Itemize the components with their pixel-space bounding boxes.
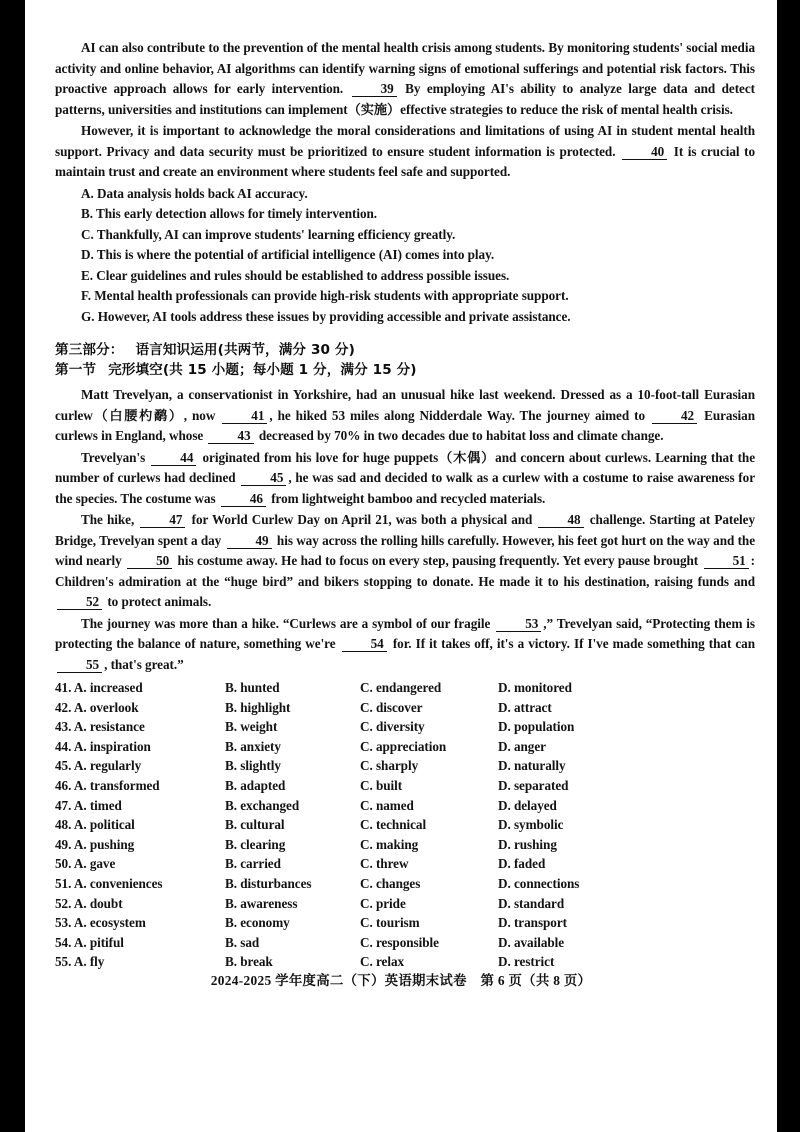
cloze-option-d[interactable]: D. attract (498, 699, 552, 715)
cloze-option-b[interactable]: B. economy (225, 915, 290, 931)
cloze-option-d[interactable]: D. available (498, 934, 565, 950)
page-content (55, 38, 755, 972)
cloze-passage (55, 385, 755, 675)
paragraph-39: AI can also contribute to the prevention of the mental health crisis among students. By monitoring students' social media activity and online behavior, AI algorithms can identify warning signs of emotional sufferings and potential risk factors. This proactive approach allows for early intervention. 39 By employing AI's ability to analyze large data and detect patterns, universities and institutions can implement（实施）effective strategies to reduce the risk of mental health crisis. (55, 40, 756, 117)
cloze-option-a[interactable]: 47. A. timed (55, 797, 122, 813)
cloze-option-a[interactable]: 42. A. overlook (55, 699, 139, 715)
cloze-paragraph-1: Matt Trevelyan, a conservationist in Yorkshire, had an unusual hike last weekend. Dressed as a 10-foot-tall Eurasian curlew（白腰杓鹬）, now 41 , he hiked 53 miles along Nidderdale Way. The journey aimed to 42 Eurasian curlews in England, whose 43 decreased by 70% in two decades due to habitat loss and climate change. (55, 387, 755, 443)
part-three-title: 语言知识运用(共两节，满分 30 分) (135, 342, 355, 358)
cloze-answer-row (55, 678, 755, 698)
cloze-answer-row (55, 756, 755, 776)
cloze-option-c[interactable]: C. endangered (360, 680, 442, 695)
cloze-option-a[interactable]: 49. A. pushing (55, 836, 135, 852)
reading-task-section (55, 38, 755, 327)
cloze-option-a[interactable]: 46. A. transformed (55, 777, 160, 793)
part-three-headings (55, 340, 755, 380)
scan-edge-right (777, 0, 800, 1132)
cloze-option-a[interactable]: 55. A. fly (55, 954, 105, 970)
answer-blank-40[interactable]: 40 (622, 144, 667, 160)
reading-option-g[interactable]: G. However, AI tools address these issues by providing accessible and private assistance. (81, 308, 571, 324)
footer-text: 2024-2025 学年度高二（下）英语期末试卷 第 6 页（共 8 页） (210, 973, 592, 988)
answer-blank-49[interactable]: 49 (227, 533, 272, 549)
cloze-answer-row (55, 933, 755, 953)
cloze-option-a[interactable]: 52. A. doubt (55, 895, 123, 911)
cloze-option-c[interactable]: C. pride (360, 895, 406, 911)
cloze-option-c[interactable]: C. relax (360, 954, 405, 970)
part-three-heading (55, 340, 755, 360)
answer-blank-55[interactable]: 55 (57, 657, 102, 673)
cloze-option-d[interactable]: D. separated (498, 777, 569, 793)
answer-blank-47[interactable]: 47 (140, 512, 185, 528)
cloze-option-c[interactable]: C. threw (360, 856, 409, 872)
cloze-answer-row (55, 796, 755, 816)
cloze-option-c[interactable]: C. making (360, 836, 419, 852)
answer-blank-54[interactable]: 54 (342, 636, 387, 652)
section-one-label: 第一节 (55, 362, 97, 378)
answer-blank-53[interactable]: 53 (496, 616, 541, 632)
cloze-option-b[interactable]: B. weight (225, 719, 278, 735)
cloze-option-a[interactable]: 53. A. ecosystem (55, 915, 146, 931)
cloze-answer-row (55, 894, 755, 914)
cloze-answers-body (55, 678, 755, 972)
answer-blank-46[interactable]: 46 (221, 491, 266, 507)
cloze-option-d[interactable]: D. connections (498, 875, 580, 891)
answer-blank-48[interactable]: 48 (538, 512, 583, 528)
cloze-answer-row (55, 737, 755, 757)
answer-blank-52[interactable]: 52 (57, 594, 102, 610)
cloze-option-b[interactable]: B. adapted (225, 777, 286, 793)
cloze-option-b[interactable]: B. awareness (225, 895, 298, 911)
answer-blank-41[interactable]: 41 (222, 408, 267, 424)
cloze-paragraph-2: Trevelyan's 44 originated from his love for huge puppets（木偶）and concern about curlews. Learning that the number of curlews had declined 45 , he was sad and decided to walk as a curlew with a costume to raise awareness for the species. The costume was 46 from lightweight bamboo and recycled materials. (55, 449, 755, 506)
cloze-answer-row (55, 717, 755, 737)
cloze-option-b[interactable]: B. sad (225, 934, 260, 950)
cloze-option-b[interactable]: B. disturbances (225, 875, 312, 891)
cloze-option-c[interactable]: C. responsible (360, 934, 439, 950)
cloze-option-b[interactable]: B. anxiety (225, 738, 281, 754)
cloze-option-d[interactable]: D. naturally (498, 758, 566, 774)
cloze-option-a[interactable]: 51. A. conveniences (55, 875, 163, 891)
cloze-option-b[interactable]: B. cultural (225, 817, 285, 833)
cloze-option-a[interactable]: 45. A. regularly (55, 758, 142, 774)
reading-option-c[interactable]: C. Thankfully, AI can improve students' learning efficiency greatly. (81, 226, 456, 242)
cloze-option-d[interactable]: D. restrict (498, 954, 555, 970)
reading-option-b[interactable]: B. This early detection allows for timely intervention. (81, 206, 378, 221)
answer-blank-44[interactable]: 44 (151, 450, 196, 466)
cloze-answer-row (55, 776, 755, 796)
reading-option-f[interactable]: F. Mental health professionals can provide high-risk students with appropriate support. (81, 288, 569, 303)
cloze-option-d[interactable]: D. population (498, 719, 575, 735)
reading-option-d[interactable]: D. This is where the potential of artificial intelligence (AI) comes into play. (81, 247, 495, 262)
cloze-answer-row (55, 835, 755, 855)
reading-options-list (55, 184, 755, 328)
cloze-answers-grid (55, 678, 755, 972)
reading-option-e[interactable]: E. Clear guidelines and rules should be established to address possible issues. (81, 267, 510, 283)
cloze-option-b[interactable]: B. clearing (225, 836, 286, 852)
cloze-option-c[interactable]: C. sharply (360, 758, 419, 774)
cloze-option-c[interactable]: C. appreciation (360, 738, 447, 754)
cloze-option-c[interactable]: C. discover (360, 699, 423, 715)
cloze-answer-row (55, 815, 755, 835)
reading-option-a[interactable]: A. Data analysis holds back AI accuracy. (81, 185, 308, 201)
cloze-option-b[interactable]: B. break (225, 954, 273, 970)
cloze-option-d[interactable]: D. monitored (498, 680, 572, 695)
answer-blank-42[interactable]: 42 (652, 408, 697, 424)
cloze-option-a[interactable]: 48. A. political (55, 817, 135, 833)
cloze-option-d[interactable]: D. faded (498, 856, 546, 872)
cloze-answer-row (55, 854, 755, 874)
cloze-option-d[interactable]: D. standard (498, 895, 565, 911)
answer-blank-45[interactable]: 45 (241, 470, 286, 486)
cloze-option-b[interactable]: B. hunted (225, 680, 280, 695)
section-one-title: 完形填空(共 15 小题；每小题 1 分，满分 15 分) (108, 362, 417, 378)
cloze-option-c[interactable]: C. diversity (360, 719, 425, 735)
answer-blank-51[interactable]: 51 (704, 553, 749, 569)
cloze-answer-row (55, 874, 755, 894)
cloze-option-d[interactable]: D. anger (498, 738, 546, 754)
section-one-heading (55, 360, 755, 380)
cloze-option-a[interactable]: 50. A. gave (55, 856, 116, 872)
exam-page (25, 0, 777, 1132)
cloze-option-a[interactable]: 41. A. increased (55, 680, 143, 695)
cloze-option-c[interactable]: C. built (360, 777, 403, 793)
cloze-option-c[interactable]: C. changes (360, 875, 421, 891)
cloze-option-c[interactable]: C. named (360, 797, 414, 813)
cloze-paragraph-3: The hike, 47 for World Curlew Day on April 21, was both a physical and 48 challenge. Starting at Pateley Bridge, Trevelyan spent a day 49 his way across the rolling hills carefully. However, his feet got hurt on the way and the wind nearly 50 his costume away. He had to focus on every step, pausing frequently. Yet every pause brought 51 : Children's admiration at the “huge bird” and bikers stopping to donate. He made it to his destination, raising funds and 52 to protect animals. (55, 512, 756, 609)
part-three-label: 第三部分： (55, 342, 124, 358)
cloze-answer-row (55, 952, 755, 972)
cloze-option-a[interactable]: 43. A. resistance (55, 719, 145, 735)
cloze-answer-row (55, 698, 755, 718)
cloze-option-b[interactable]: B. exchanged (225, 797, 300, 813)
answer-blank-39[interactable]: 39 (352, 81, 397, 97)
cloze-option-d[interactable]: D. rushing (498, 836, 557, 852)
cloze-option-b[interactable]: B. highlight (225, 699, 291, 715)
answer-blank-50[interactable]: 50 (127, 553, 172, 569)
answer-blank-43[interactable]: 43 (208, 428, 253, 444)
scan-edge-left (0, 0, 25, 1132)
cloze-option-c[interactable]: C. tourism (360, 915, 420, 931)
cloze-option-a[interactable]: 54. A. pitiful (55, 934, 124, 950)
cloze-option-c[interactable]: C. technical (360, 817, 427, 833)
cloze-answer-row (55, 913, 755, 933)
cloze-option-d[interactable]: D. symbolic (498, 817, 564, 833)
cloze-option-d[interactable]: D. delayed (498, 797, 557, 813)
cloze-option-b[interactable]: B. carried (225, 856, 281, 872)
page-footer (25, 970, 777, 989)
cloze-option-d[interactable]: D. transport (498, 915, 567, 931)
cloze-option-b[interactable]: B. slightly (225, 758, 281, 774)
paragraph-40: However, it is important to acknowledge the moral considerations and limitations of using AI in student mental health support. Privacy and data security must be prioritized to ensure student information is protected. 40 It is crucial to maintain trust and create an environment where students feel safe and supported. (55, 123, 755, 179)
cloze-option-a[interactable]: 44. A. inspiration (55, 738, 151, 754)
cloze-paragraph-4: The journey was more than a hike. “Curlews are a symbol of our fragile 53 ,” Trevelyan said, “Protecting them is protecting the balance of nature, something we're 54 for. If it takes off, it's a victory. If I've made something that can 55 , that's great.” (55, 615, 755, 672)
